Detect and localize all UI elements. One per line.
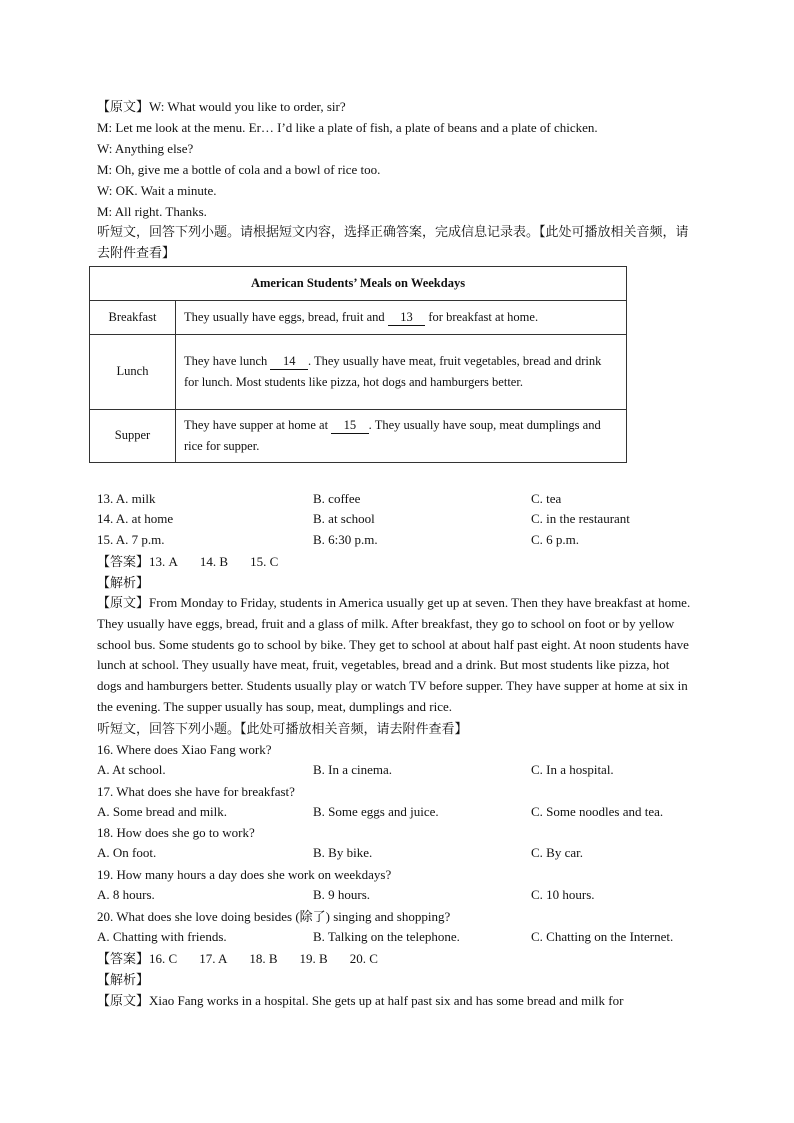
answer-item: 15. C <box>250 553 279 569</box>
option-a[interactable]: A. Some bread and milk. <box>97 803 227 819</box>
blank-number: 14 <box>282 354 296 369</box>
analysis-tag: 【解析】 <box>97 574 150 590</box>
question-stem: 19. How many hours a day does she work on weekdays? <box>97 867 392 883</box>
document-page <box>97 96 697 1011</box>
option-a[interactable]: 14. A. at home <box>97 511 174 527</box>
text-segment: for breakfast at home. <box>425 309 539 324</box>
table-row <box>90 334 627 409</box>
answer-item: 14. B <box>199 553 229 569</box>
transcript-text: Xiao Fang works in a hospital. She gets up at half past six and has some bread and milk for <box>149 992 624 1008</box>
answer-tag: 【答案】 <box>97 553 150 569</box>
instruction-text: 听短文，回答下列小题。请根据短文内容，选择正确答案，完成信息记录表。【此处可播放相关音频，请去附件查看】 <box>97 224 689 260</box>
option-c[interactable]: C. tea <box>531 490 562 506</box>
table-row <box>90 409 627 462</box>
instruction-text-2: 听短文，回答下列小题。【此处可播放相关音频，请去附件查看】 <box>97 720 468 736</box>
text-segment: . They usually have soup, meat dumplings and rice for supper. <box>184 418 601 453</box>
questions-16-20 <box>97 739 697 948</box>
transcript-text: From Monday to Friday, students in America usually get up at seven. Then they have breakfast at home. They usually have eggs, bread, fruit and a glass of milk. After breakfast, they go to school on foot or by yellow school bus. Some students go to school by bike. They get to school at about half past eight. At noon students have lunch at school. They usually have meat, fruit, vegetables, bread and a drink. But most students like pizza, hot dogs and hamburgers better. Students usually play or watch TV before supper. They have supper at home at six in the evening. The supper usually has soup, meat, dumplings and rice. <box>97 594 691 714</box>
analysis-tag: 【解析】 <box>97 971 150 987</box>
option-row <box>97 843 697 864</box>
passage1-line <box>97 96 697 117</box>
option-b[interactable]: B. at school <box>313 511 375 527</box>
option-a[interactable]: A. Chatting with friends. <box>97 928 227 944</box>
answer-item: 17. A <box>199 950 228 966</box>
row-text <box>176 409 627 462</box>
option-a[interactable]: A. At school. <box>97 761 166 777</box>
option-c[interactable]: C. 10 hours. <box>531 887 595 903</box>
option-c[interactable]: C. Some noodles and tea. <box>531 803 664 819</box>
option-a[interactable]: 13. A. milk <box>97 490 156 506</box>
text-segment: They have supper at home at <box>184 418 332 433</box>
option-b[interactable]: B. coffee <box>313 490 361 506</box>
answer-tag: 【答案】 <box>97 950 150 966</box>
option-a[interactable]: A. 8 hours. <box>97 887 155 903</box>
passage1 <box>97 96 697 222</box>
option-c[interactable]: C. 6 p.m. <box>531 532 580 548</box>
passage1-line: W: Anything else? <box>97 141 194 156</box>
option-b[interactable]: B. By bike. <box>313 845 373 861</box>
option-row <box>97 927 697 948</box>
option-c[interactable]: C. in the restaurant <box>531 511 630 527</box>
option-a[interactable]: A. On foot. <box>97 845 157 861</box>
source-tag: 【原文】 <box>97 99 150 114</box>
option-c[interactable]: C. By car. <box>531 845 583 861</box>
blank-14 <box>270 353 308 370</box>
text-segment: . They usually have meat, fruit vegetables, bread and drink for lunch. Most students like pizza, hot dogs and hamburgers better. <box>184 354 602 389</box>
option-row <box>97 489 697 510</box>
option-row <box>97 530 697 551</box>
answer-item: 18. B <box>249 950 278 966</box>
option-b[interactable]: B. 6:30 p.m. <box>313 532 378 548</box>
passage1-line: M: Oh, give me a bottle of cola and a bowl of rice too. <box>97 162 381 177</box>
question-stem: 16. Where does Xiao Fang work? <box>97 741 272 757</box>
row-text <box>176 300 627 334</box>
option-row <box>97 509 697 530</box>
source-tag: 【原文】 <box>97 594 150 610</box>
meals-table <box>89 266 627 463</box>
option-b[interactable]: B. Some eggs and juice. <box>313 803 439 819</box>
source-tag: 【原文】 <box>97 992 150 1008</box>
text-segment: They have lunch <box>184 354 271 369</box>
dialogue-line: W: What would you like to order, sir? <box>149 99 346 114</box>
question-stem: 17. What does she have for breakfast? <box>97 783 295 799</box>
blank-15 <box>331 417 369 434</box>
answer-item: 19. B <box>299 950 328 966</box>
blank-13 <box>388 309 426 326</box>
answer-item: 20. C <box>349 950 378 966</box>
option-c[interactable]: C. In a hospital. <box>531 761 614 777</box>
blank-number: 13 <box>400 309 413 324</box>
text-segment: They usually have eggs, bread, fruit and <box>184 309 388 324</box>
option-c[interactable]: C. Chatting on the Internet. <box>531 928 674 944</box>
row-label: Lunch <box>90 334 176 409</box>
transcript-1 <box>97 593 697 718</box>
transcript-2 <box>97 990 697 1011</box>
table-title: American Students’ Meals on Weekdays <box>90 266 627 300</box>
option-a[interactable]: 15. A. 7 p.m. <box>97 532 165 548</box>
options-13-15 <box>97 489 697 551</box>
option-b[interactable]: B. In a cinema. <box>313 761 393 777</box>
option-row <box>97 802 697 823</box>
option-b[interactable]: B. Talking on the telephone. <box>313 928 460 944</box>
passage1-line: M: All right. Thanks. <box>97 204 207 219</box>
passage1-line: W: OK. Wait a minute. <box>97 183 217 198</box>
passage1-line: M: Let me look at the menu. Er… I’d like a plate of fish, a plate of beans and a plate of chicken. <box>97 120 598 135</box>
question-stem: 20. What does she love doing besides (除了) singing and shopping? <box>97 908 451 924</box>
blank-number: 15 <box>343 418 357 433</box>
option-row <box>97 760 697 781</box>
row-text <box>176 334 627 409</box>
answer-item: 16. C <box>149 950 178 966</box>
option-row <box>97 885 697 906</box>
row-label: Supper <box>90 409 176 462</box>
question-stem: 18. How does she go to work? <box>97 825 255 841</box>
table-row <box>90 300 627 334</box>
answer-line <box>97 948 697 969</box>
answer-line <box>97 551 697 572</box>
row-label: Breakfast <box>90 300 176 334</box>
option-b[interactable]: B. 9 hours. <box>313 887 371 903</box>
answer-item: 13. A <box>149 553 178 569</box>
